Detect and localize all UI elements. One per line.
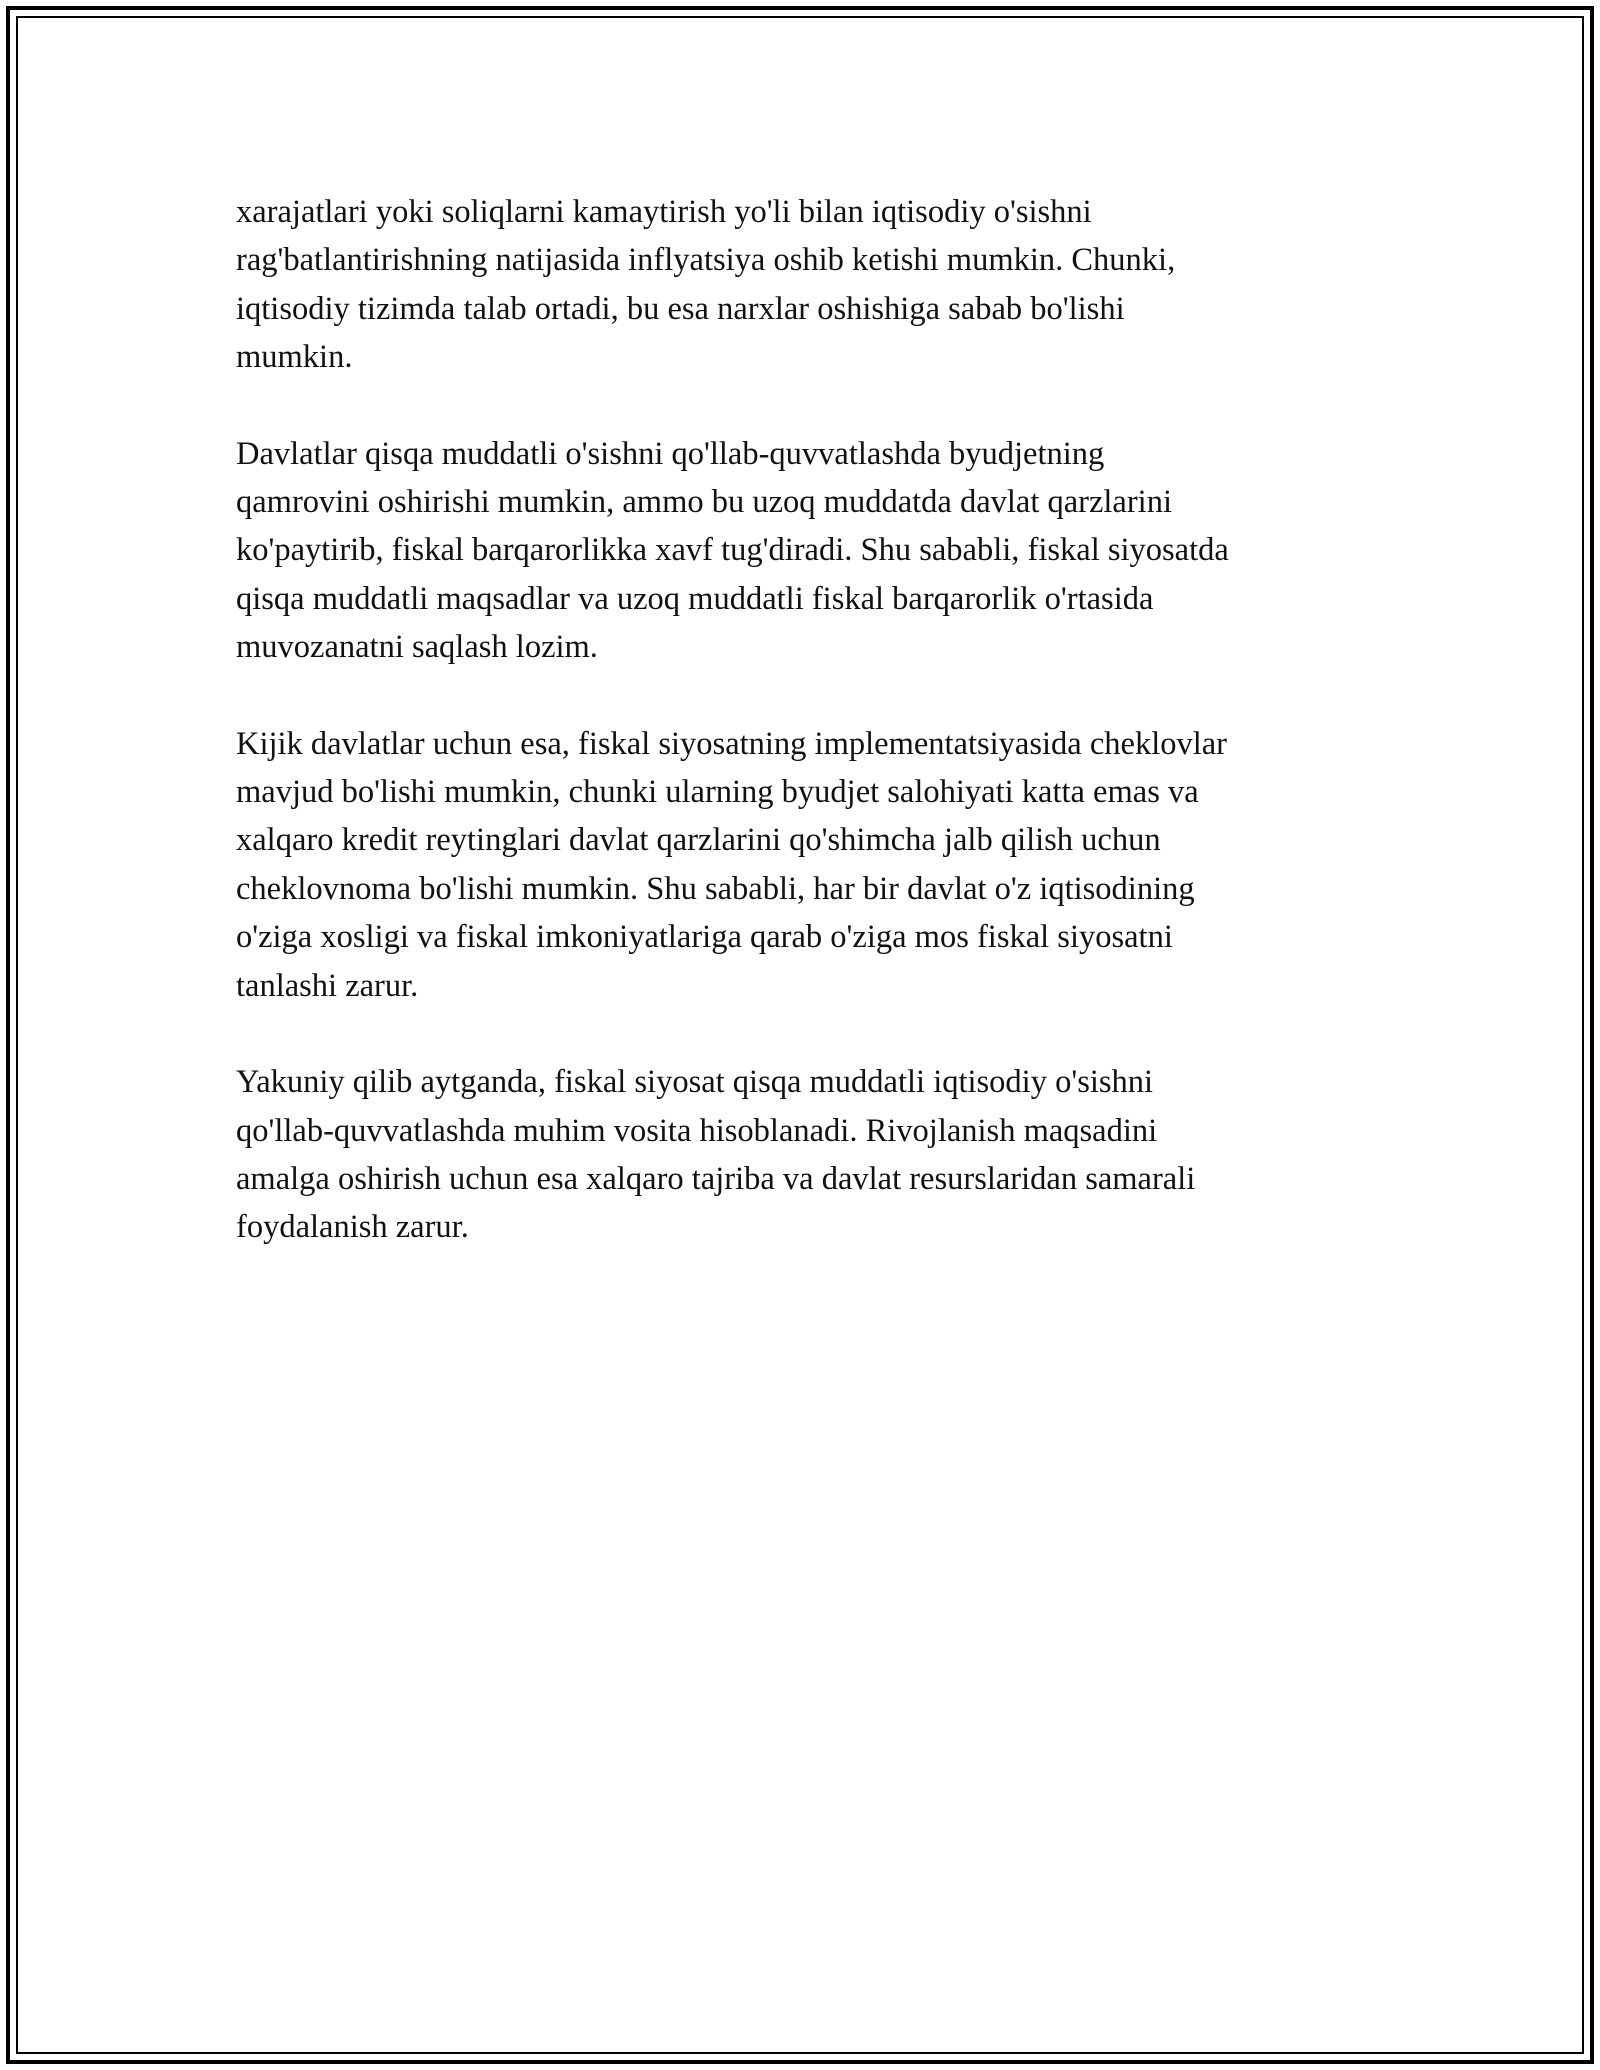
paragraph-4 — [236, 1058, 1376, 1252]
text-line: tanlashi zarur. — [236, 967, 419, 1004]
paragraph-1 — [236, 188, 1376, 382]
text-line: qisqa muddatli maqsadlar va uzoq muddatli fiskal barqarorlik o'rtasida — [236, 580, 1154, 617]
text-line: amalga oshirish uchun esa xalqaro tajriba va davlat resurslaridan samarali — [236, 1160, 1196, 1197]
text-line: mavjud bo'lishi mumkin, chunki ularning byudjet salohiyati katta emas va — [236, 774, 1199, 811]
text-line: ko'paytirib, fiskal barqarorlikka xavf tug'diradi. Shu sababli, fiskal siyosatda — [236, 532, 1229, 569]
text-line: qamrovini oshirishi mumkin, ammo bu uzoq muddatda davlat qarzlarini — [236, 484, 1172, 521]
text-line: rag'batlantirishning natijasida inflyatsiya oshib ketishi mumkin. Chunki, — [236, 242, 1176, 279]
text-line: muvozanatni saqlash lozim. — [236, 629, 598, 666]
text-line: iqtisodiy tizimda talab ortadi, bu esa narxlar oshishiga sabab bo'lishi — [236, 290, 1125, 327]
text-line: Yakuniy qilib aytganda, fiskal siyosat qisqa muddatli iqtisodiy o'sishni — [236, 1064, 1154, 1101]
text-line: o'ziga xosligi va fiskal imkoniyatlariga qarab o'ziga mos fiskal siyosatni — [236, 919, 1173, 956]
text-line: Davlatlar qisqa muddatli o'sishni qo'llab-quvvatlashda byudjetning — [236, 435, 1105, 472]
paragraph-2 — [236, 430, 1376, 672]
text-line: cheklovnoma bo'lishi mumkin. Shu sababli, har bir davlat o'z iqtisodining — [236, 870, 1195, 907]
text-line: xarajatlari yoki soliqlarni kamaytirish yo'li bilan iqtisodiy o'sishni — [236, 194, 1092, 230]
text-line: xalqaro kredit reytinglari davlat qarzlarini qo'shimcha jalb qilish uchun — [236, 822, 1161, 859]
text-line: qo'llab-quvvatlashda muhim vosita hisoblanadi. Rivojlanish maqsadini — [236, 1112, 1158, 1149]
paragraph-3 — [236, 720, 1376, 1010]
document-body — [236, 188, 1376, 1300]
text-line: foydalanish zarur. — [236, 1209, 469, 1246]
text-line: Kijik davlatlar uchun esa, fiskal siyosatning implementatsiyasida cheklovlar — [236, 725, 1227, 762]
text-line: mumkin. — [236, 339, 353, 376]
